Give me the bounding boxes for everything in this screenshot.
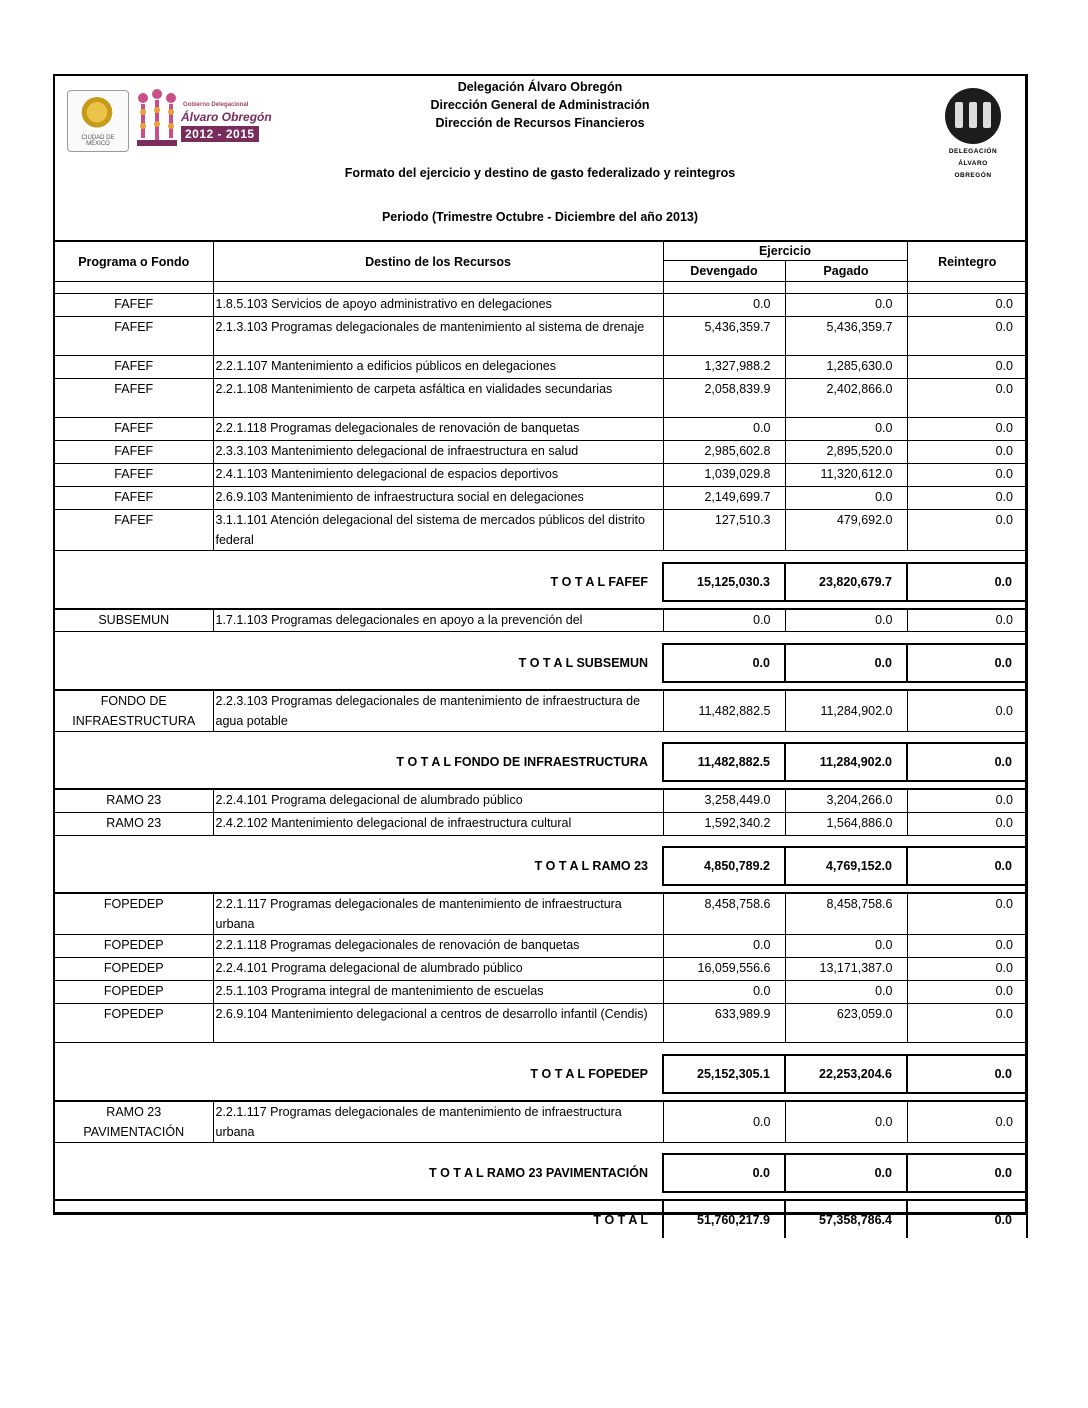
spacer-row — [55, 1043, 1027, 1055]
reintegro-cell: 0.0 — [907, 958, 1027, 981]
grand-total-reintegro: 0.0 — [907, 1200, 1027, 1238]
reintegro-cell: 0.0 — [907, 609, 1027, 632]
pagado-cell: 479,692.0 — [785, 510, 907, 551]
col-destino-header: Destino de los Recursos — [213, 241, 663, 282]
delegacion-logo-label-3: OBREGÓN — [954, 172, 992, 179]
table-row — [55, 441, 1027, 464]
header-line-1: Delegación Álvaro Obregón — [457, 80, 623, 94]
programa-cell: FOPEDEP — [55, 981, 213, 1004]
devengado-cell: 0.0 — [663, 609, 785, 632]
pagado-cell: 0.0 — [785, 294, 907, 317]
spacer-row — [55, 551, 1027, 563]
total-row — [55, 563, 1027, 601]
total-devengado: 4,850,789.2 — [663, 847, 785, 885]
total-reintegro: 0.0 — [907, 644, 1027, 682]
table-row — [55, 379, 1027, 418]
reintegro-cell: 0.0 — [907, 1101, 1027, 1143]
table-row — [55, 812, 1027, 835]
spacer-row — [55, 885, 1027, 893]
devengado-cell: 1,592,340.2 — [663, 812, 785, 835]
destino-cell: 2.6.9.103 Mantenimiento de infraestructura social en delegaciones — [213, 487, 663, 510]
devengado-cell: 127,510.3 — [663, 510, 785, 551]
grand-total-row — [55, 1200, 1027, 1238]
period-title: Periodo (Trimestre Octubre - Diciembre del año 2013) — [381, 210, 699, 224]
reintegro-cell: 0.0 — [907, 981, 1027, 1004]
devengado-cell: 2,149,699.7 — [663, 487, 785, 510]
destino-cell: 2.2.1.118 Programas delegacionales de renovación de banquetas — [213, 935, 663, 958]
table-header-row-1 — [55, 241, 1027, 261]
spacer-row — [55, 1192, 1027, 1200]
destino-cell: 2.2.3.103 Programas delegacionales de mantenimiento de infraestructura de agua potable — [213, 690, 663, 732]
destino-cell: 2.2.1.117 Programas delegacionales de mantenimiento de infraestructura urbana — [213, 893, 663, 935]
total-pagado: 23,820,679.7 — [785, 563, 907, 601]
pagado-cell: 0.0 — [785, 418, 907, 441]
table-row — [55, 609, 1027, 632]
table-row — [55, 1004, 1027, 1043]
programa-cell: FONDO DE INFRAESTRUCTURA — [55, 690, 213, 732]
destino-cell: 2.4.2.102 Mantenimiento delegacional de infraestructura cultural — [213, 812, 663, 835]
reintegro-cell: 0.0 — [907, 464, 1027, 487]
total-row — [55, 1154, 1027, 1192]
spacer-cell — [55, 551, 1027, 563]
header-line-3: Dirección de Recursos Financieros — [435, 116, 645, 130]
devengado-cell: 1,039,029.8 — [663, 464, 785, 487]
destino-cell: 2.6.9.104 Mantenimiento delegacional a centros de desarrollo infantil (Cendis) — [213, 1004, 663, 1043]
table-row — [55, 487, 1027, 510]
destino-cell: 1.7.1.103 Programas delegacionales en apoyo a la prevención del — [213, 609, 663, 632]
table-row — [55, 356, 1027, 379]
grand-total-devengado: 51,760,217.9 — [663, 1200, 785, 1238]
devengado-cell: 0.0 — [663, 1101, 785, 1143]
pagado-cell: 1,285,630.0 — [785, 356, 907, 379]
programa-cell: FOPEDEP — [55, 893, 213, 935]
spacer-cell — [55, 885, 1027, 893]
programa-cell: FOPEDEP — [55, 935, 213, 958]
table-row — [55, 690, 1027, 732]
programa-cell: FAFEF — [55, 418, 213, 441]
total-pagado: 0.0 — [785, 1154, 907, 1192]
pagado-cell: 1,564,886.0 — [785, 812, 907, 835]
programa-cell: RAMO 23 PAVIMENTACIÓN — [55, 1101, 213, 1143]
delegacion-logo-label-2: ÁLVARO — [958, 160, 988, 167]
pagado-cell: 11,320,612.0 — [785, 464, 907, 487]
total-label: T O T A L FOPEDEP — [530, 1066, 648, 1081]
total-devengado: 0.0 — [663, 644, 785, 682]
programa-cell: FAFEF — [55, 441, 213, 464]
devengado-cell: 2,058,839.9 — [663, 379, 785, 418]
total-devengado: 15,125,030.3 — [663, 563, 785, 601]
programa-cell: FOPEDEP — [55, 958, 213, 981]
spacer-cell — [55, 835, 1027, 847]
reintegro-cell: 0.0 — [907, 379, 1027, 418]
reintegro-cell: 0.0 — [907, 1004, 1027, 1043]
col-pagado-header: Pagado — [785, 261, 907, 282]
spacer-cell — [55, 1142, 1027, 1154]
pagado-cell: 8,458,758.6 — [785, 893, 907, 935]
format-title: Formato del ejercicio y destino de gasto federalizado y reintegros — [344, 166, 736, 180]
spacer-row — [55, 282, 1027, 294]
reintegro-cell: 0.0 — [907, 418, 1027, 441]
pagado-cell: 0.0 — [785, 487, 907, 510]
reintegro-cell: 0.0 — [907, 893, 1027, 935]
pagado-cell: 13,171,387.0 — [785, 958, 907, 981]
total-pagado: 4,769,152.0 — [785, 847, 907, 885]
spacer-row — [55, 632, 1027, 644]
destino-cell: 2.4.1.103 Mantenimiento delegacional de espacios deportivos — [213, 464, 663, 487]
programa-cell: FAFEF — [55, 464, 213, 487]
report-frame — [53, 74, 1028, 1227]
reintegro-cell: 0.0 — [907, 510, 1027, 551]
spacer-cell — [55, 781, 1027, 789]
pagado-cell: 2,402,866.0 — [785, 379, 907, 418]
spacer-row — [55, 1093, 1027, 1101]
table-row — [55, 893, 1027, 935]
spacer-row — [55, 835, 1027, 847]
spacer-row — [55, 781, 1027, 789]
pagado-cell: 0.0 — [785, 609, 907, 632]
total-pagado: 11,284,902.0 — [785, 743, 907, 781]
gobierno-delegacional-label: Gobierno Delegacional — [183, 102, 249, 108]
total-row — [55, 644, 1027, 682]
spacer-cell — [907, 282, 1027, 294]
programa-cell: FAFEF — [55, 487, 213, 510]
reintegro-cell: 0.0 — [907, 487, 1027, 510]
header-line-2: Dirección General de Administración — [430, 98, 650, 112]
delegacion-logo — [941, 88, 1005, 178]
pagado-cell: 2,895,520.0 — [785, 441, 907, 464]
spacer-cell — [55, 601, 1027, 609]
devengado-cell: 3,258,449.0 — [663, 789, 785, 812]
programa-cell: FOPEDEP — [55, 1004, 213, 1043]
programa-cell: SUBSEMUN — [55, 609, 213, 632]
pagado-cell: 0.0 — [785, 935, 907, 958]
table-row — [55, 418, 1027, 441]
devengado-cell: 0.0 — [663, 418, 785, 441]
col-programa-header: Programa o Fondo — [55, 241, 213, 282]
total-label: T O T A L SUBSEMUN — [518, 655, 648, 670]
col-devengado-header: Devengado — [663, 261, 785, 282]
programa-cell: FAFEF — [55, 379, 213, 418]
destino-cell: 2.3.3.103 Mantenimiento delegacional de infraestructura en salud — [213, 441, 663, 464]
table-row — [55, 1101, 1027, 1143]
reintegro-cell: 0.0 — [907, 294, 1027, 317]
total-reintegro: 0.0 — [907, 1055, 1027, 1093]
destino-cell: 2.2.1.118 Programas delegacionales de renovación de banquetas — [213, 418, 663, 441]
devengado-cell: 0.0 — [663, 981, 785, 1004]
devengado-cell: 0.0 — [663, 935, 785, 958]
spacer-cell — [213, 282, 663, 294]
destino-cell: 1.8.5.103 Servicios de apoyo administrativo en delegaciones — [213, 294, 663, 317]
spacer-row — [55, 601, 1027, 609]
reintegro-cell: 0.0 — [907, 441, 1027, 464]
table-row — [55, 510, 1027, 551]
pagado-cell: 0.0 — [785, 1101, 907, 1143]
spacer-row — [55, 731, 1027, 743]
total-row — [55, 743, 1027, 781]
programa-cell: FAFEF — [55, 356, 213, 379]
report-header — [55, 76, 1025, 241]
total-reintegro: 0.0 — [907, 1154, 1027, 1192]
table-row — [55, 935, 1027, 958]
spacer-row — [55, 1142, 1027, 1154]
destino-cell: 2.2.1.107 Mantenimiento a edificios públicos en delegaciones — [213, 356, 663, 379]
reintegro-cell: 0.0 — [907, 690, 1027, 732]
spacer-cell — [55, 682, 1027, 690]
devengado-cell: 1,327,988.2 — [663, 356, 785, 379]
destino-cell: 2.2.4.101 Programa delegacional de alumbrado público — [213, 789, 663, 812]
expenditure-table — [55, 240, 1028, 1238]
programa-cell: FAFEF — [55, 294, 213, 317]
delegacion-logo-label-1: DELEGACIÓN — [948, 148, 998, 155]
reintegro-cell: 0.0 — [907, 789, 1027, 812]
devengado-cell: 2,985,602.8 — [663, 441, 785, 464]
spacer-cell — [55, 1093, 1027, 1101]
destino-cell: 2.2.4.101 Programa delegacional de alumbrado público — [213, 958, 663, 981]
grand-total-pagado: 57,358,786.4 — [785, 1200, 907, 1238]
destino-cell: 2.2.1.117 Programas delegacionales de mantenimiento de infraestructura urbana — [213, 1101, 663, 1143]
alvaro-obregon-label: Álvaro Obregón — [181, 110, 272, 124]
reintegro-cell: 0.0 — [907, 317, 1027, 356]
pagado-cell: 5,436,359.7 — [785, 317, 907, 356]
total-pagado: 22,253,204.6 — [785, 1055, 907, 1093]
col-ejercicio-header: Ejercicio — [663, 241, 907, 261]
spacer-row — [55, 682, 1027, 690]
pagado-cell: 623,059.0 — [785, 1004, 907, 1043]
col-reintegro-header: Reintegro — [907, 241, 1027, 282]
total-devengado: 11,482,882.5 — [663, 743, 785, 781]
table-row — [55, 981, 1027, 1004]
total-row — [55, 1055, 1027, 1093]
cdmx-logo-text: CIUDAD DE MÉXICO — [81, 135, 115, 147]
destino-cell: 2.1.3.103 Programas delegacionales de mantenimiento al sistema de drenaje — [213, 317, 663, 356]
grand-total-label: T O T A L — [593, 1212, 648, 1227]
total-devengado: 25,152,305.1 — [663, 1055, 785, 1093]
spacer-cell — [663, 282, 785, 294]
total-label: T O T A L FONDO DE INFRAESTRUCTURA — [396, 755, 648, 769]
devengado-cell: 5,436,359.7 — [663, 317, 785, 356]
pagado-cell: 11,284,902.0 — [785, 690, 907, 732]
pagado-cell: 3,204,266.0 — [785, 789, 907, 812]
total-pagado: 0.0 — [785, 644, 907, 682]
total-reintegro: 0.0 — [907, 847, 1027, 885]
spacer-cell — [55, 632, 1027, 644]
total-label: T O T A L FAFEF — [550, 574, 648, 589]
programa-cell: FAFEF — [55, 510, 213, 551]
spacer-cell — [55, 1043, 1027, 1055]
pagado-cell: 0.0 — [785, 981, 907, 1004]
table-row — [55, 958, 1027, 981]
total-label: T O T A L RAMO 23 — [534, 859, 648, 873]
devengado-cell: 8,458,758.6 — [663, 893, 785, 935]
programa-cell: FAFEF — [55, 317, 213, 356]
spacer-cell — [785, 282, 907, 294]
table-row — [55, 294, 1027, 317]
spacer-cell — [55, 731, 1027, 743]
years-label: 2012 - 2015 — [181, 126, 259, 142]
spacer-cell — [55, 1192, 1027, 1200]
devengado-cell: 11,482,882.5 — [663, 690, 785, 732]
destino-cell: 2.2.1.108 Mantenimiento de carpeta asfáltica en vialidades secundarias — [213, 379, 663, 418]
devengado-cell: 633,989.9 — [663, 1004, 785, 1043]
devengado-cell: 0.0 — [663, 294, 785, 317]
total-label: T O T A L RAMO 23 PAVIMENTACIÓN — [429, 1166, 648, 1180]
table-row — [55, 789, 1027, 812]
total-row — [55, 847, 1027, 885]
reintegro-cell: 0.0 — [907, 812, 1027, 835]
destino-cell: 2.5.1.103 Programa integral de mantenimiento de escuelas — [213, 981, 663, 1004]
programa-cell: RAMO 23 — [55, 789, 213, 812]
total-reintegro: 0.0 — [907, 743, 1027, 781]
programa-cell: RAMO 23 — [55, 812, 213, 835]
reintegro-cell: 0.0 — [907, 356, 1027, 379]
total-devengado: 0.0 — [663, 1154, 785, 1192]
spacer-cell — [55, 282, 213, 294]
total-reintegro: 0.0 — [907, 563, 1027, 601]
destino-cell: 3.1.1.101 Atención delegacional del sistema de mercados públicos del distrito federal — [213, 510, 663, 551]
delegacion-emblem-icon — [945, 88, 1001, 144]
table-row — [55, 464, 1027, 487]
table-row — [55, 317, 1027, 356]
devengado-cell: 16,059,556.6 — [663, 958, 785, 981]
reintegro-cell: 0.0 — [907, 935, 1027, 958]
